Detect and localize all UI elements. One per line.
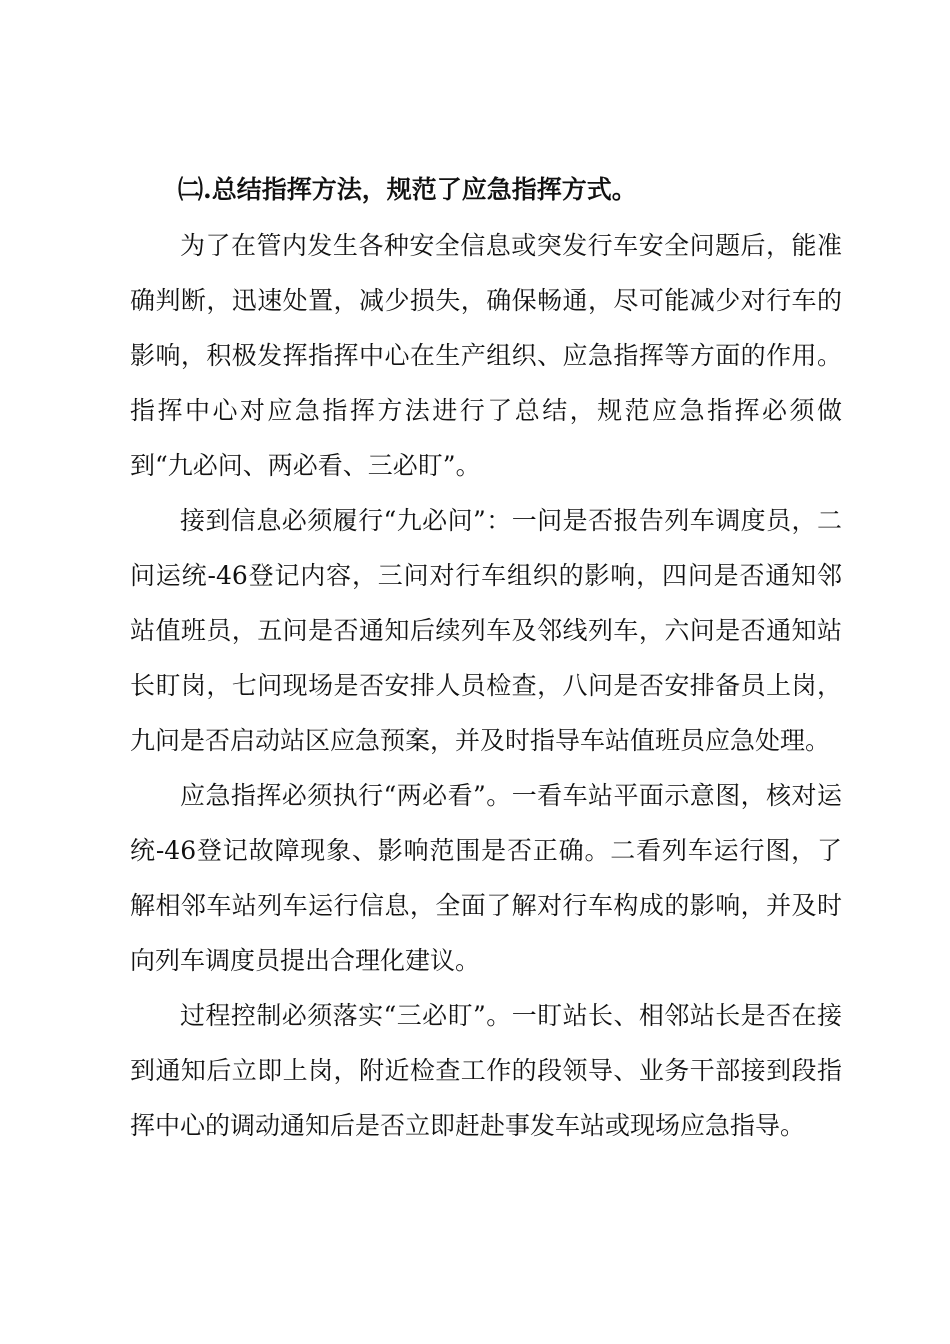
document-body (130, 162, 842, 1153)
paragraph-two-looks: 应急指挥必须执行“两必看”。一看车站平面示意图，核对运统-46登记故障现象、影响范围是否正确。二看列车运行图，了解相邻车站列车运行信息，全面了解对行车构成的影响，并及时向列车调度员提出合理化建议。 (130, 781, 842, 975)
paragraph-three-watches: 过程控制必须落实“三必盯”。一盯站长、相邻站长是否在接到通知后立即上岗，附近检查工作的段领导、业务干部接到段指挥中心的调动通知后是否立即赶赴事发车站或现场应急指导。 (130, 1001, 842, 1140)
paragraph-nine-questions: 接到信息必须履行“九必问”：一问是否报告列车调度员，二问运统-46登记内容，三问对行车组织的影响，四问是否通知邻站值班员，五问是否通知后续列车及邻线列车，六问是否通知站长盯岗，七问现场是否安排人员检查，八问是否安排备员上岗，九问是否启动站区应急预案，并及时指导车站值班员应急处理。 (130, 506, 842, 755)
paragraph-intro: 为了在管内发生各种安全信息或突发行车安全问题后，能准确判断，迅速处置，减少损失，确保畅通，尽可能减少对行车的影响，积极发挥指挥中心在生产组织、应急指挥等方面的作用。指挥中心对应急指挥方法进行了总结，规范应急指挥必须做到“九必问、两必看、三必盯”。 (130, 231, 842, 480)
section-heading: ㈡.总结指挥方法，规范了应急指挥方式。 (178, 175, 637, 204)
